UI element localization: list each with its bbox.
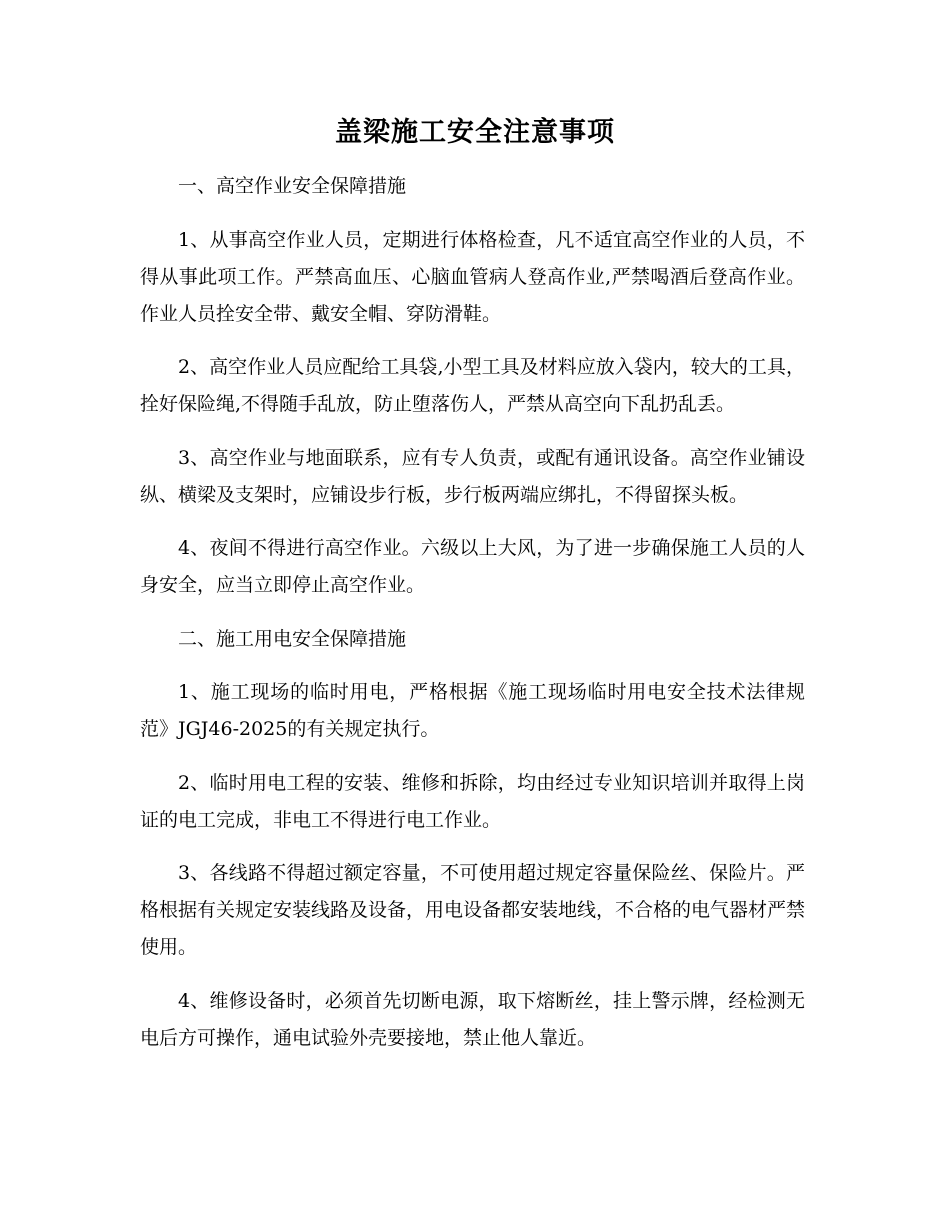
paragraph: 3、各线路不得超过额定容量，不可使用超过规定容量保险丝、保险片。严格根据有关规定安装线路及设备，用电设备都安装地线，不合格的电气器材严禁使用。 [140,862,806,958]
document-title: 盖梁施工安全注意事项 [335,117,615,148]
paragraph: 3、高空作业与地面联系，应有专人负责，或配有通讯设备。高空作业铺设纵、横梁及支架时，应铺设步行板，步行板两端应绑扎，不得留探头板。 [140,446,805,506]
paragraph: 2、临时用电工程的安装、维修和拆除，均由经过专业知识培训并取得上岗证的电工完成，非电工不得进行电工作业。 [140,771,805,831]
paragraph: 4、维修设备时，必须首先切断电源，取下熔断丝，挂上警示牌，经检测无电后方可操作，通电试验外壳要接地，禁止他人靠近。 [140,989,805,1049]
section-heading: 二、施工用电安全保障措施 [178,627,407,650]
paragraph: 2、高空作业人员应配给工具袋,小型工具及材料应放入袋内，较大的工具，拴好保险绳,不得随手乱放，防止堕落伤人，严禁从高空向下乱扔乱丢。 [140,356,805,415]
document-body [140,168,805,1073]
paragraph: 1、从事高空作业人员，定期进行体格检查，凡不适宜高空作业的人员，不得从事此项工作。严禁高血压、心脑血管病人登高作业,严禁喝酒后登高作业。作业人员拴安全带、戴安全帽、穿防滑鞋。 [140,228,805,325]
section-heading: 一、高空作业安全保障措施 [178,175,407,197]
paragraph: 1、施工现场的临时用电，严格根据《施工现场临时用电安全技术法律规范》JGJ46-2025的有关规定执行。 [140,681,805,740]
paragraph: 4、夜间不得进行高空作业。六级以上大风，为了进一步确保施工人员的人身安全，应当立即停止高空作业。 [140,537,805,596]
